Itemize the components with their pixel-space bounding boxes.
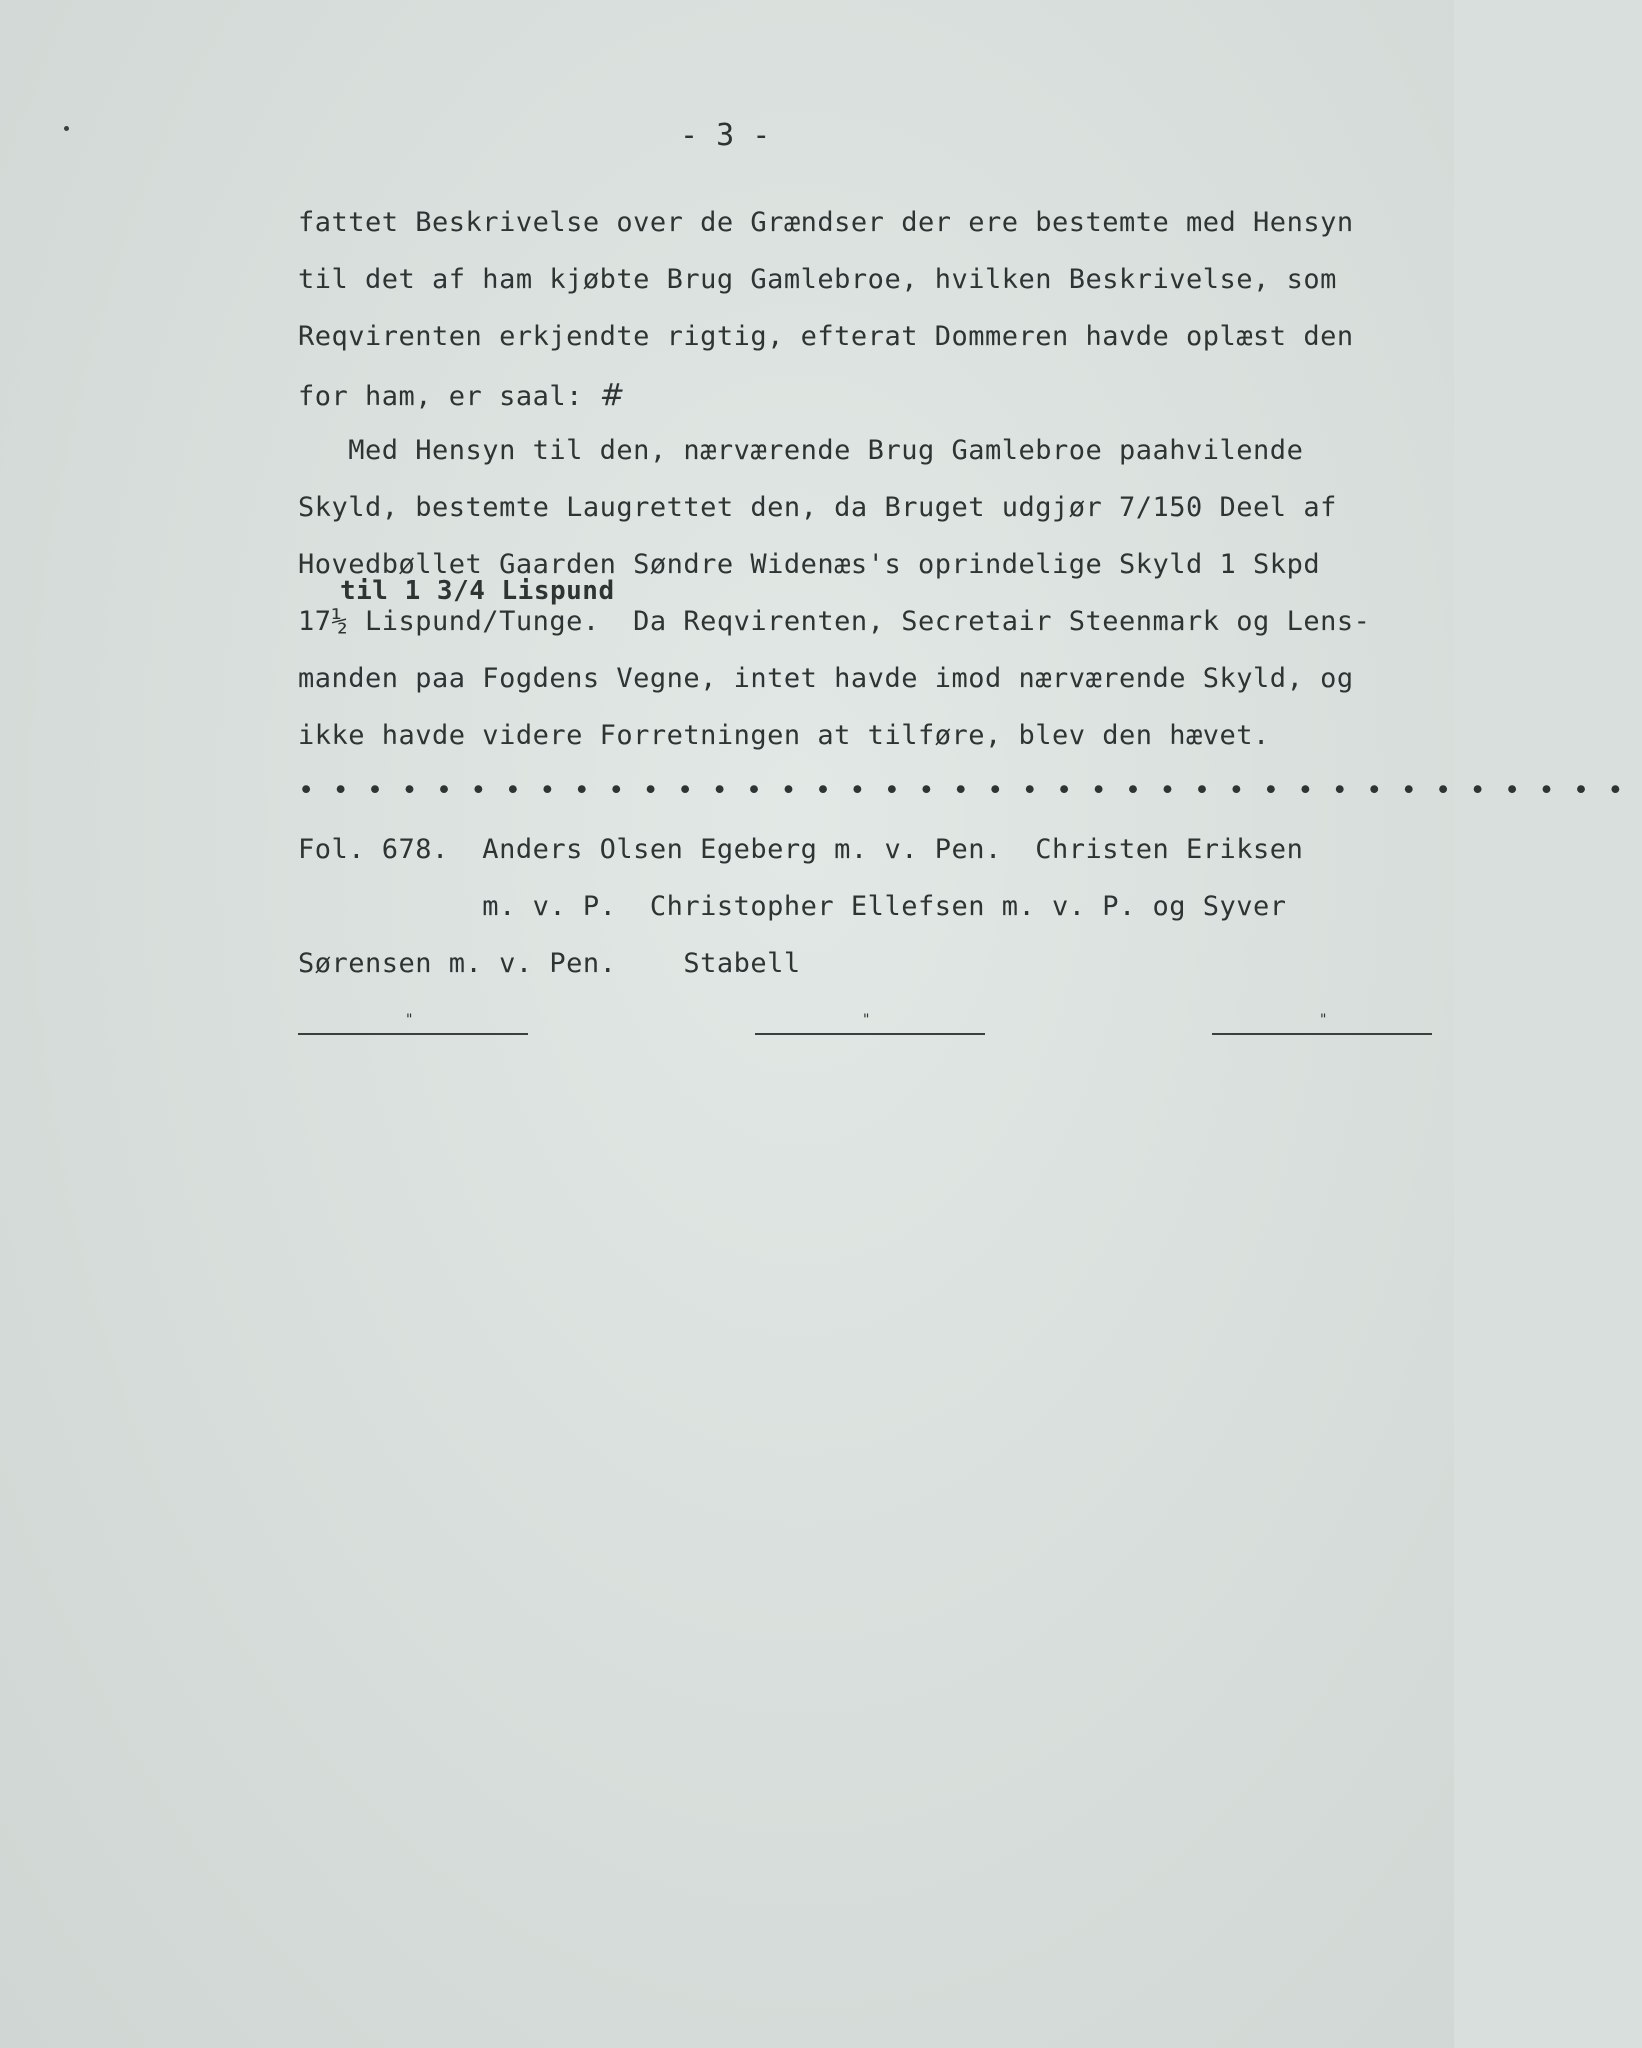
page-number: - 3 - [680,118,771,153]
body-line-7: Hovedbøllet Gaarden Søndre Widenæs's oprindelige Skyld 1 Skpd [298,549,1321,580]
body-line-8: 17½ Lispund/Tunge. Da Reqvirenten, Secretair Steenmark og Lens- [298,606,1371,637]
ditto-rule-1 [298,1033,528,1035]
body-line-4 [298,378,625,413]
body-line-6: Skyld, bestemte Laugrettet den, da Bruget udgjør 7/150 Deel af [298,492,1337,523]
ditto-mark-2: " [862,1012,871,1028]
ditto-rule-2 [755,1033,985,1035]
ditto-rule-3 [1212,1033,1432,1035]
handwritten-hash-mark: # [599,378,626,413]
body-line-10: ikke havde videre Forretningen at tilføre, blev den hævet. [298,720,1270,751]
ditto-mark-1: " [405,1012,414,1028]
entry-line-3: Sørensen m. v. Pen. Stabell [298,948,801,979]
body-line-2: til det af ham kjøbte Brug Gamlebroe, hvilken Beskrivelse, som [298,264,1337,295]
body-line-9: manden paa Fogdens Vegne, intet havde imod nærværende Skyld, og [298,663,1354,694]
typed-insertion: til 1 3/4 Lispund [340,576,615,606]
dotted-separator: ••••••••••••••••••••••••••••••••••••••• [298,775,1642,806]
entry-line-1: Fol. 678. Anders Olsen Egeberg m. v. Pen. Christen Eriksen [298,834,1304,865]
body-line-1: fattet Beskrivelse over de Grændser der ere bestemte med Hensyn [298,207,1354,238]
entry-line-2: m. v. P. Christopher Ellefsen m. v. P. og Syver [298,891,1287,922]
body-line-4-text: for ham, er saal: [298,381,583,412]
ink-speck [64,126,69,131]
body-line-5: Med Hensyn til den, nærværende Brug Gamlebroe paahvilende [298,435,1304,466]
body-line-3: Reqvirenten erkjendte rigtig, efterat Dommeren havde oplæst den [298,321,1354,352]
ditto-mark-3: " [1319,1012,1328,1028]
